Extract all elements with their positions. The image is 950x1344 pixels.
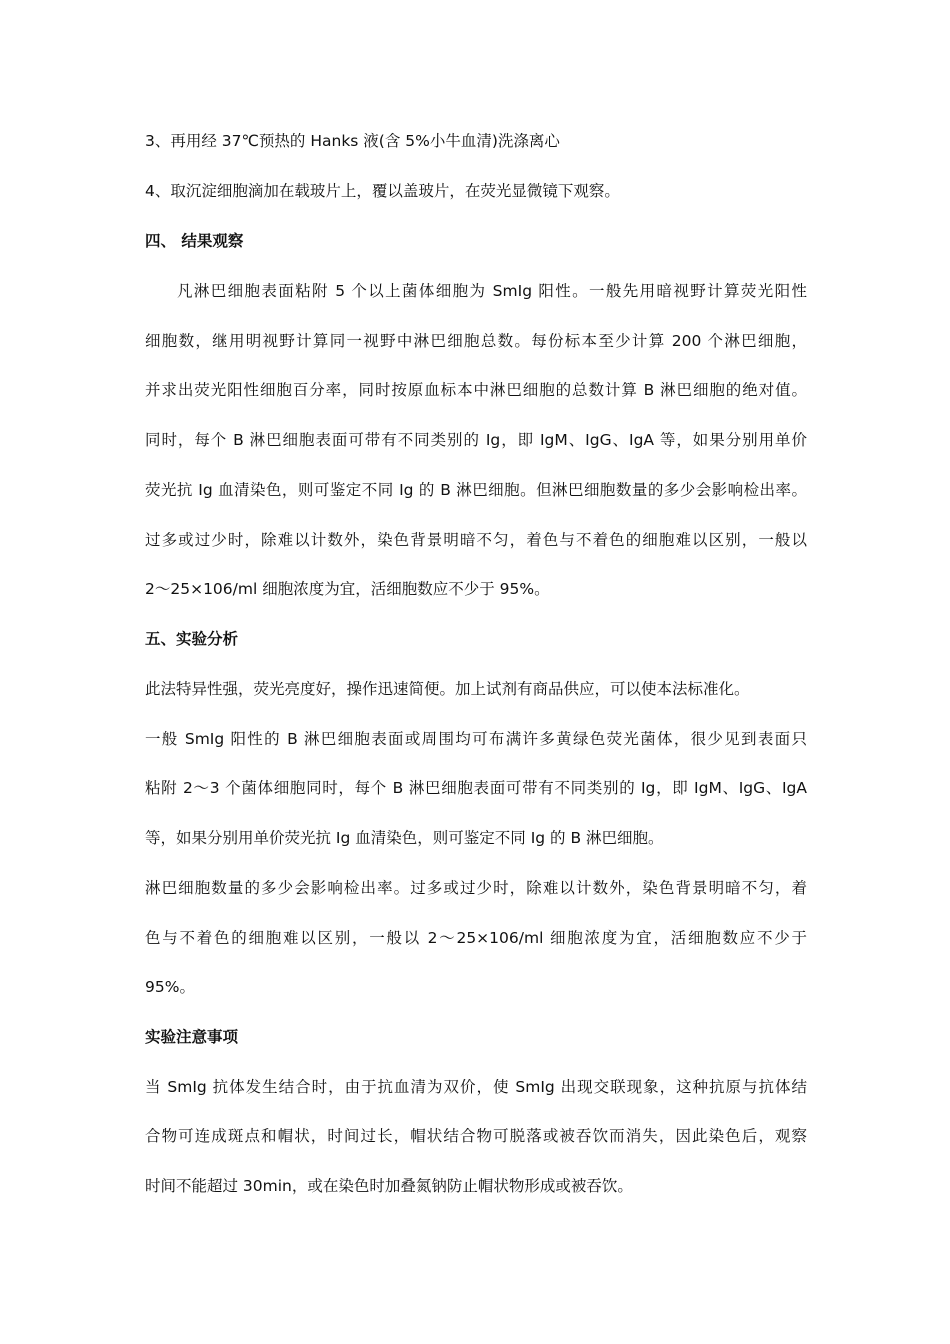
- section-5-heading: 五、实验分析: [145, 630, 239, 648]
- section-5-line: 粘附 2～3 个菌体细胞同时，每个 B 淋巴细胞表面可带有不同类别的 Ig，即 IgM、IgG、IgA: [145, 779, 807, 797]
- step-3-text: 3、再用经 37℃预热的 Hanks 液(含 5%小牛血清)洗涤离心: [145, 132, 560, 150]
- section-4-line: 细胞数，继用明视野计算同一视野中淋巴细胞总数。每份标本至少计算 200 个淋巴细胞，: [145, 332, 807, 350]
- section-5-line: 等，如果分别用单价荧光抗 Ig 血清染色，则可鉴定不同 Ig 的 B 淋巴细胞。: [145, 829, 664, 847]
- section-5-line: 此法特异性强，荧光亮度好，操作迅速简便。加上试剂有商品供应，可以使本法标准化。: [145, 680, 750, 698]
- section-4-line: 同时，每个 B 淋巴细胞表面可带有不同类别的 Ig，即 IgM、IgG、IgA 等，如果分别用单价: [145, 431, 807, 449]
- section-4-heading: 四、 结果观察: [145, 232, 244, 250]
- notes-line: 时间不能超过 30min，或在染色时加叠氮钠防止帽状物形成或被吞饮。: [145, 1177, 633, 1195]
- step-4-text: 4、取沉淀细胞滴加在载玻片上，覆以盖玻片，在荧光显微镜下观察。: [145, 182, 620, 200]
- section-4-line: 荧光抗 Ig 血清染色，则可鉴定不同 Ig 的 B 淋巴细胞。但淋巴细胞数量的多少会影响检出率。: [145, 481, 807, 499]
- section-4-line: 并求出荧光阳性细胞百分率，同时按原血标本中淋巴细胞的总数计算 B 淋巴细胞的绝对值。: [145, 381, 807, 399]
- section-5-line: 淋巴细胞数量的多少会影响检出率。过多或过少时，除难以计数外，染色背景明暗不匀，着: [145, 879, 807, 897]
- section-5-line: 色与不着色的细胞难以区别，一般以 2～25×106/ml 细胞浓度为宜，活细胞数应不少于: [145, 929, 807, 947]
- section-5-line: 95%。: [145, 978, 195, 996]
- section-4-line: 过多或过少时，除难以计数外，染色背景明暗不匀，着色与不着色的细胞难以区别，一般以: [145, 531, 807, 549]
- notes-heading: 实验注意事项: [145, 1028, 239, 1046]
- section-5-line: 一般 SmIg 阳性的 B 淋巴细胞表面或周围均可布满许多黄绿色荧光菌体，很少见到表面只: [145, 730, 807, 748]
- notes-line: 当 SmIg 抗体发生结合时，由于抗血清为双价，使 SmIg 出现交联现象，这种抗原与抗体结: [145, 1078, 807, 1096]
- section-4-line: 凡淋巴细胞表面粘附 5 个以上菌体细胞为 SmIg 阳性。一般先用暗视野计算荧光阳性: [177, 282, 807, 300]
- section-4-line: 2～25×106/ml 细胞浓度为宜，活细胞数应不少于 95%。: [145, 580, 550, 598]
- notes-line: 合物可连成斑点和帽状，时间过长，帽状结合物可脱落或被吞饮而消失，因此染色后，观察: [145, 1127, 807, 1145]
